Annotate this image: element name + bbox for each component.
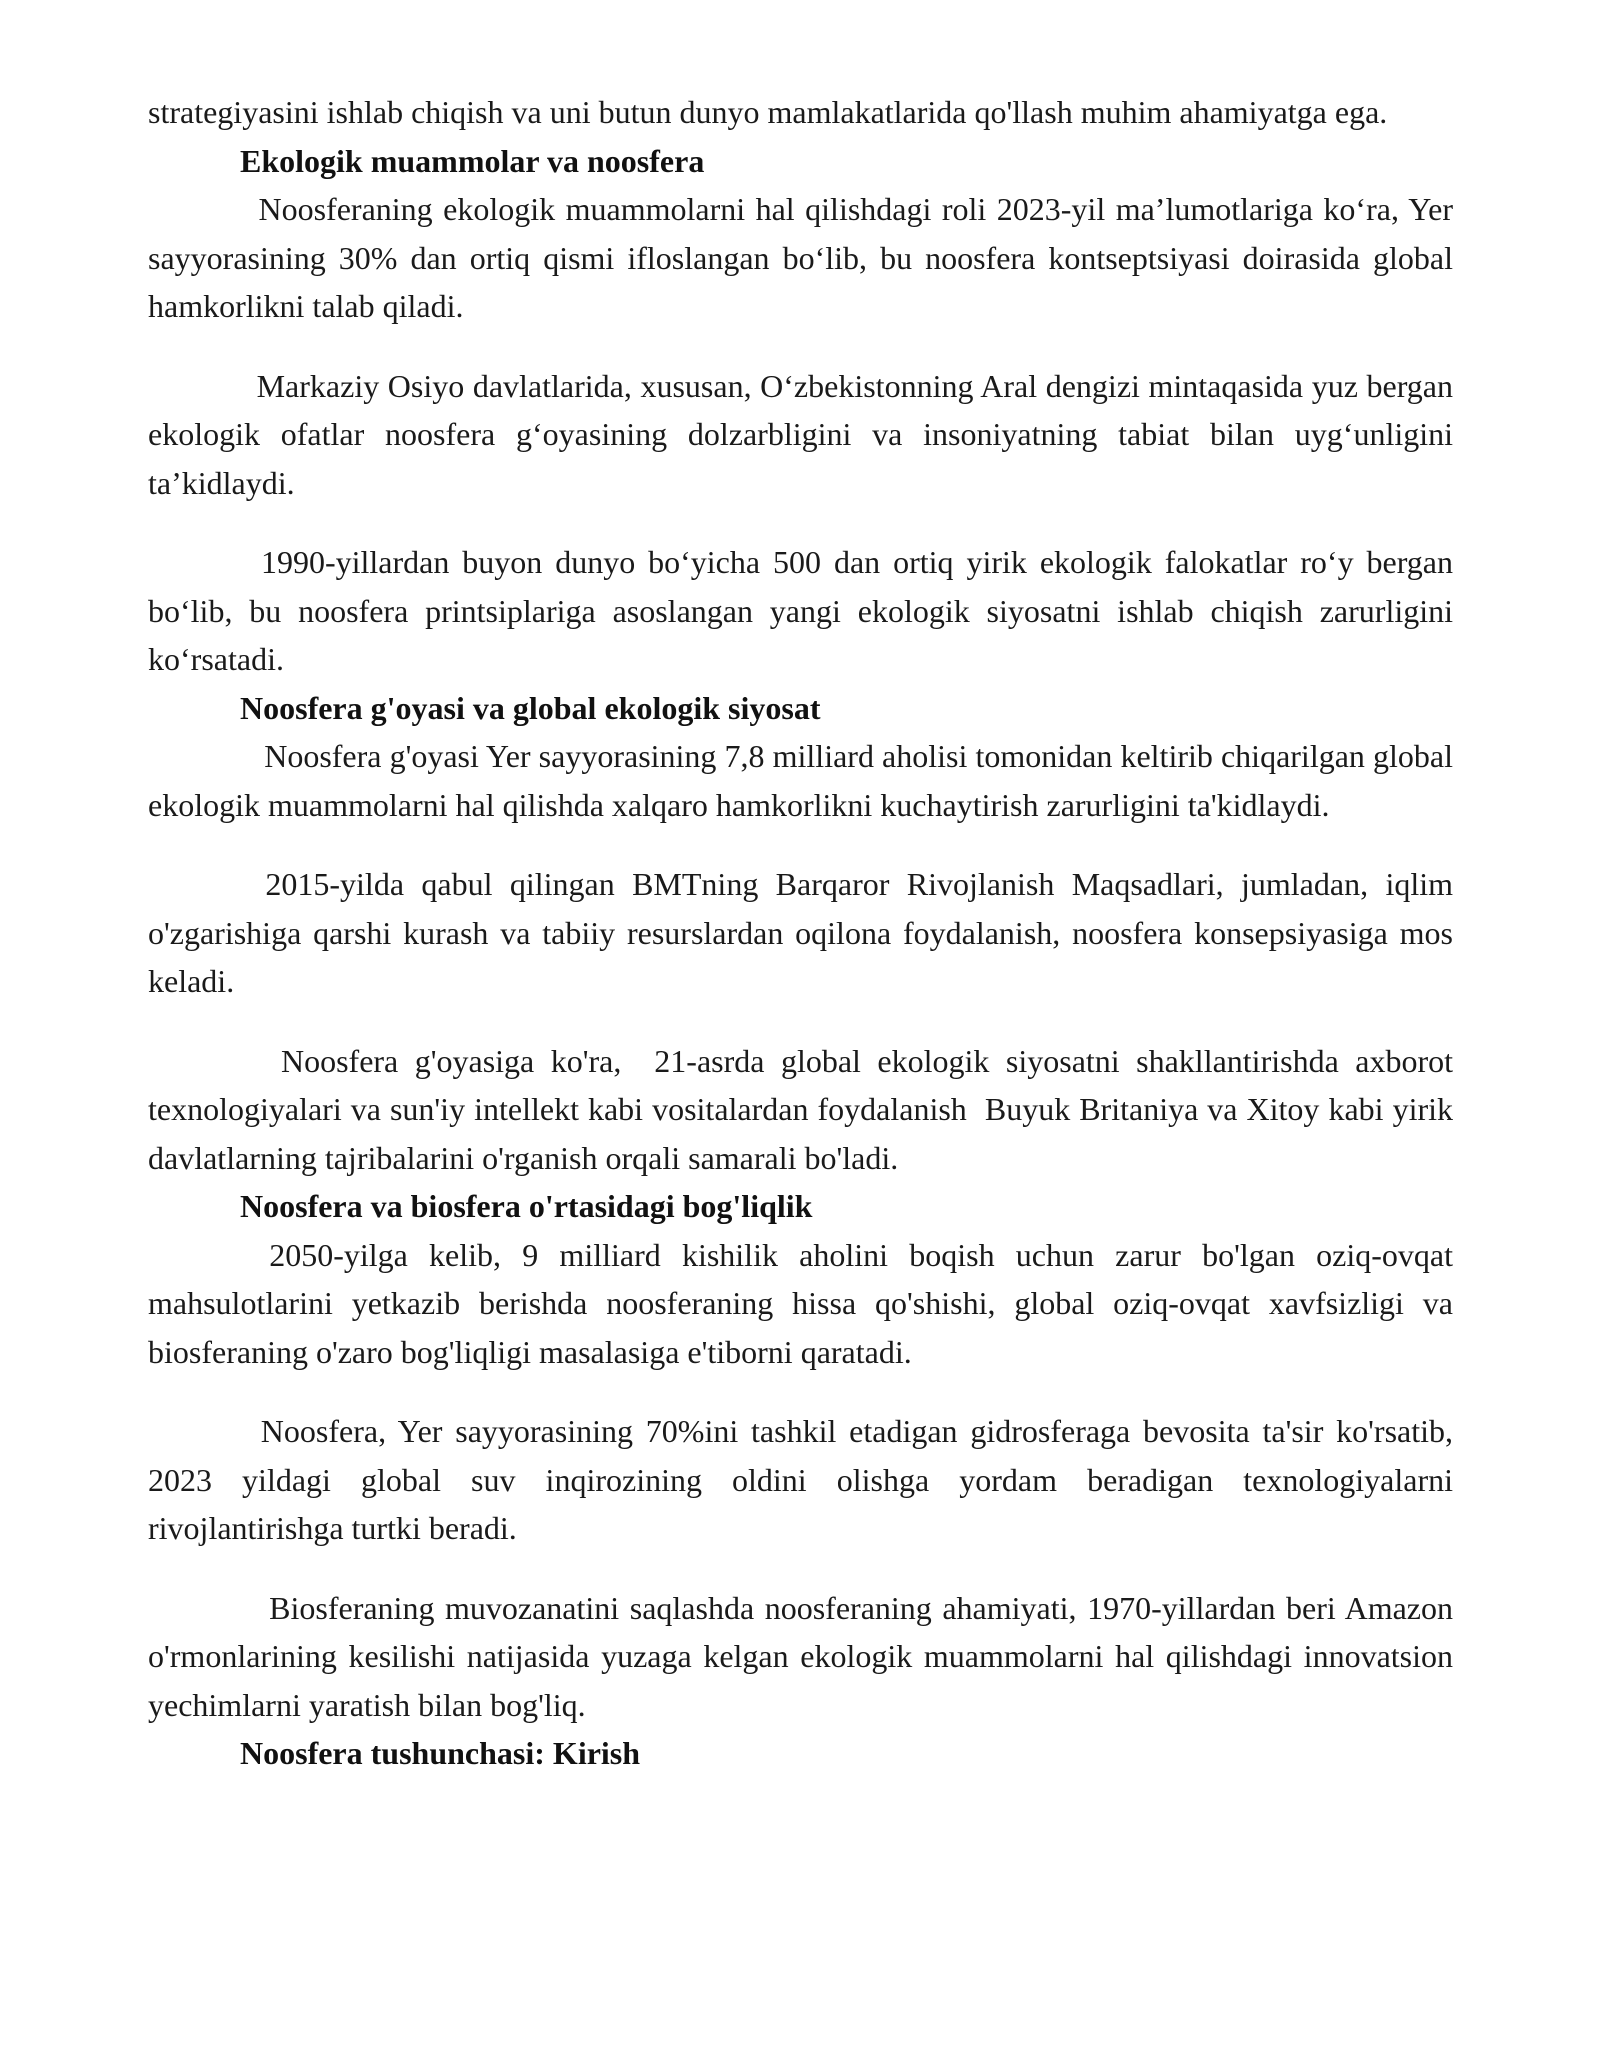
section-heading-noosfera-biosfera: Noosfera va biosfera o'rtasidagi bog'liqlik <box>240 1188 813 1224</box>
paragraph: Noosfera g'oyasiga ko'ra, 21-asrda global ekologik siyosatni shakllantirishda axborot texnologiyalari va sun'iy intellekt kabi vositalardan foydalanish Buyuk Britaniya va Xitoy kabi yirik davlatlarning tajribalarini o'rganish orqali samarali bo'ladi. <box>148 1042 1462 1176</box>
paragraph: Noosfera g'oyasi Yer sayyorasining 7,8 milliard aholisi tomonidan keltirib chiqarilgan global ekologik muammolarni hal qilishda xalqaro hamkorlikni kuchaytirish zarurligini ta'kidlaydi. <box>148 738 1461 823</box>
section-heading-ekologik-muammolar: Ekologik muammolar va noosfera <box>240 142 705 179</box>
paragraph: Noosferaning ekologik muammolarni hal qilishdagi roli 2023-yil ma’lumotlariga ko‘ra, Yer sayyorasining 30% dan ortiq qismi ifloslangan bo‘lib, bu noosfera kontseptsiyasi doirasida global hamkorlikni talab qiladi. <box>148 191 1462 324</box>
paragraph: Noosfera, Yer sayyorasining 70%ini tashkil etadigan gidrosferaga bevosita ta'sir ko'rsatib, 2023 yildagi global suv inqirozining oldini olishga yordam beradigan texnologiyalarni rivojlantirishga turtki beradi. <box>148 1413 1462 1546</box>
paragraph: 2015-yilda qabul qilingan BMTning Barqaror Rivojlanish Maqsadlari, jumladan, iqlim o'zgarishiga qarshi kurash va tabiiy resurslardan oqilona foydalanish, noosfera konsepsiyasiga mos keladi. <box>148 866 1462 999</box>
document-page <box>148 88 1462 1778</box>
section-heading-kirish: Noosfera tushunchasi: Kirish <box>240 1735 641 1771</box>
paragraph: 1990-yillardan buyon dunyo bo‘yicha 500 dan ortiq yirik ekologik falokatlar ro‘y bergan bo‘lib, bu noosfera printsiplariga asoslangan yangi ekologik siyosatni ishlab chiqish zarurligini ko‘rsatadi. <box>148 544 1462 677</box>
paragraph: Markaziy Osiyo davlatlarida, xususan, O‘zbekistonning Aral dengizi mintaqasida yuz bergan ekologik ofatlar noosfera g‘oyasining dolzarbligini va insoniyatning tabiat bilan uyg‘unligini ta’kidlaydi. <box>148 367 1462 501</box>
paragraph: Biosferaning muvozanatini saqlashda noosferaning ahamiyati, 1970-yillardan beri Amazon o'rmonlarining kesilishi natijasida yuzaga kelgan ekologik muammolarni hal qilishdagi innovatsion yechimlarni yaratish bilan bog'liq. <box>148 1589 1462 1723</box>
paragraph: 2050-yilga kelib, 9 milliard kishilik aholini boqish uchun zarur bo'lgan oziq-ovqat mahsulotlarini yetkazib berishda noosferaning hissa qo'shishi, global oziq-ovqat xavfsizligi va biosferaning o'zaro bog'liqligi masalasiga e'tiborni qaratadi. <box>148 1236 1462 1370</box>
section-heading-global-ekologik-siyosat: Noosfera g'oyasi va global ekologik siyosat <box>240 689 821 726</box>
intro-paragraph: strategiyasini ishlab chiqish va uni butun dunyo mamlakatlarida qo'llash muhim ahamiyatga ega. <box>148 94 1388 130</box>
